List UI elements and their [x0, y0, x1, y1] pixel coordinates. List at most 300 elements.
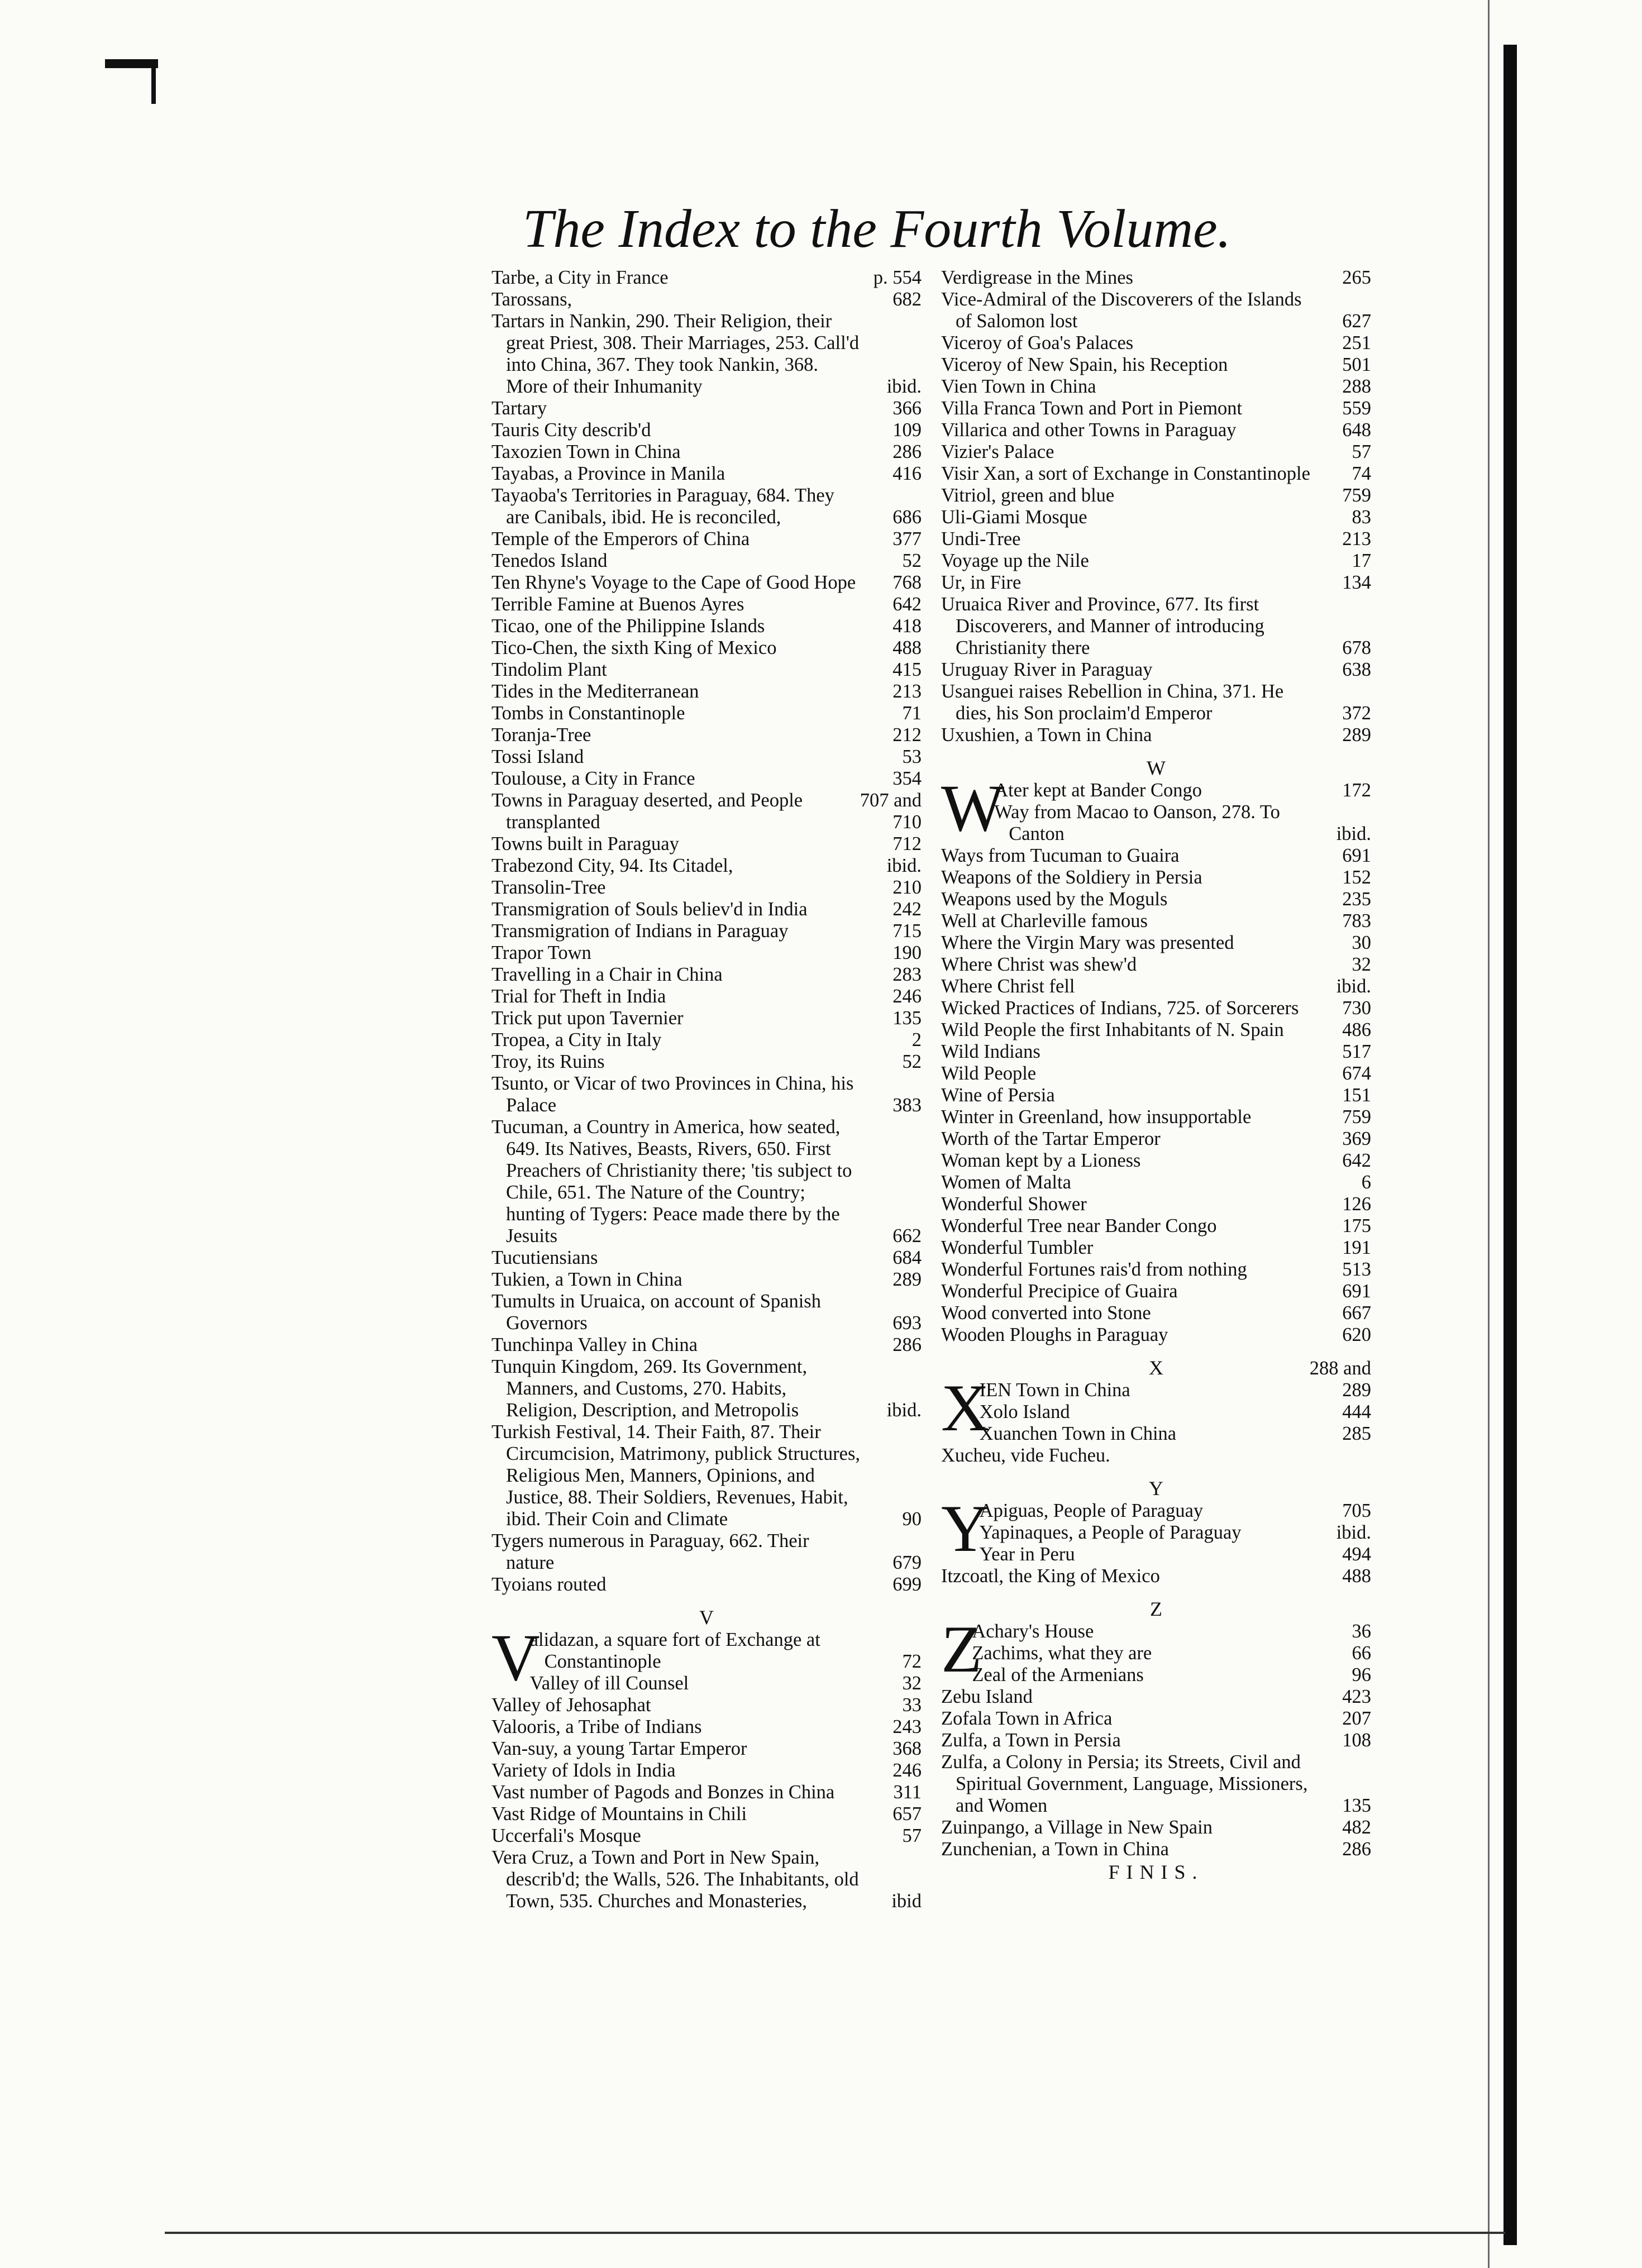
- index-entry-text: Trial for Theft in India: [491, 986, 666, 1007]
- index-entry: [941, 1642, 1371, 1664]
- index-entry: [941, 659, 1371, 681]
- index-entry: [491, 637, 922, 659]
- index-entry-text: Tombs in Constantinople: [491, 703, 685, 724]
- index-entry-page: ibid.: [886, 1400, 922, 1421]
- index-entry-text: Zulfa, a Town in Persia: [941, 1730, 1121, 1751]
- index-entry-page: 674: [1342, 1063, 1371, 1084]
- index-entry: [491, 1782, 922, 1803]
- index-entry: [941, 724, 1371, 746]
- index-entry-text: Uccerfali's Mosque: [491, 1825, 641, 1846]
- index-entry-page: 638: [1342, 659, 1371, 680]
- index-entry-text: Tayabas, a Province in Manila: [491, 463, 725, 484]
- index-entry-page: 235: [1342, 889, 1371, 910]
- index-entry-text: Vien Town in China: [941, 376, 1096, 397]
- index-entry-page: 488: [1342, 1565, 1371, 1587]
- index-entry-page: 190: [892, 942, 922, 963]
- index-entry: [491, 1825, 922, 1847]
- index-entry-text: Vitriol, green and blue: [941, 485, 1115, 506]
- index-entry: [491, 1051, 922, 1073]
- index-entry-text: Women of Malta: [941, 1172, 1071, 1193]
- index-entry-page: 283: [892, 964, 922, 985]
- index-entry-page: 243: [892, 1716, 922, 1737]
- index-entry-page: 135: [892, 1008, 922, 1029]
- index-entry-text: Tartary: [491, 398, 547, 419]
- drop-cap-letter: X: [941, 1371, 990, 1445]
- index-entry: [491, 1847, 922, 1912]
- index-entry-text: Tukien, a Town in China: [491, 1269, 682, 1290]
- index-entry-page: 72: [902, 1651, 922, 1672]
- index-entry-page: 57: [902, 1825, 922, 1846]
- index-entry-text: Zachims, what they are: [972, 1642, 1152, 1664]
- index-entry: [941, 932, 1371, 954]
- index-entry-text: Woman kept by a Lioness: [941, 1150, 1141, 1171]
- index-entry-text: Where the Virgin Mary was presented: [941, 932, 1234, 953]
- page-edge-line: [1488, 0, 1490, 2268]
- index-entry: [491, 441, 922, 463]
- index-entry-page: 693: [892, 1312, 922, 1334]
- index-entry: [941, 1106, 1371, 1128]
- index-entry-text: Tropea, a City in Italy: [491, 1029, 662, 1051]
- index-entry: [491, 920, 922, 942]
- index-entry-page: ibid.: [1336, 976, 1371, 997]
- index-entry: [941, 1817, 1371, 1839]
- index-entry-page: 759: [1342, 485, 1371, 506]
- index-entry-page: 679: [892, 1552, 922, 1573]
- index-entry: [491, 1247, 922, 1269]
- index-entry-page: 175: [1342, 1215, 1371, 1236]
- index-entry-text: Tyoians routed: [491, 1574, 607, 1595]
- index-entry: [491, 833, 922, 855]
- index-entry: [491, 746, 922, 768]
- index-entry-text: Ten Rhyne's Voyage to the Cape of Good Hope: [491, 572, 856, 593]
- index-entry: [941, 1128, 1371, 1150]
- index-entry-text: Uli-Giami Mosque: [941, 507, 1087, 528]
- index-entry-page: 36: [1352, 1621, 1371, 1642]
- index-entry: [941, 398, 1371, 419]
- index-entry-text: Wild People: [941, 1063, 1037, 1084]
- index-entry-text: Uruguay River in Paraguay: [941, 659, 1153, 680]
- index-entry: [941, 485, 1371, 507]
- index-entry: [491, 1673, 922, 1694]
- section-w: [941, 771, 1371, 1346]
- index-entry-text: Wild Indians: [941, 1041, 1040, 1062]
- index-entry-page: 6: [1361, 1172, 1371, 1193]
- index-entry: [941, 1237, 1371, 1259]
- index-entry-text: Trick put upon Tavernier: [491, 1008, 684, 1029]
- index-entry-page: 559: [1342, 398, 1371, 419]
- section-head-x: X: [1149, 1357, 1163, 1379]
- index-entry-text: Where Christ fell: [941, 976, 1075, 997]
- index-entry: [941, 267, 1371, 289]
- index-entry: [941, 1041, 1371, 1063]
- index-entry-text: Transmigration of Souls believ'd in India: [491, 899, 808, 920]
- index-entry-text: Trabezond City, 94. Its Citadel,: [491, 855, 733, 876]
- index-entry-page: 172: [1342, 780, 1371, 801]
- index-entry-page: 66: [1352, 1642, 1371, 1664]
- index-entry-text: Weapons of the Soldiery in Persia: [941, 867, 1202, 888]
- index-entry-text: Zunchenian, a Town in China: [941, 1839, 1169, 1860]
- index-entry-text: Usanguei raises Rebellion in China, 371. He dies, his Son proclaim'd Emperor: [941, 681, 1284, 724]
- index-entry-text: Tunchinpa Valley in China: [491, 1334, 698, 1355]
- index-entry-page: 152: [1342, 867, 1371, 888]
- index-entry: [491, 942, 922, 964]
- index-entry-page: 377: [892, 528, 922, 550]
- index-entry-page: 74: [1352, 463, 1371, 484]
- index-entry: [491, 1291, 922, 1334]
- index-entry-text: Van-suy, a young Tartar Emperor: [491, 1738, 747, 1759]
- index-entry-page: 678: [1342, 637, 1371, 658]
- index-entry-page: 71: [902, 703, 922, 724]
- drop-cap-letter: V: [491, 1620, 540, 1694]
- section-y: [941, 1491, 1371, 1587]
- index-entry-text: Wild People the first Inhabitants of N. Spain: [941, 1019, 1284, 1040]
- index-entry-text: Wood converted into Stone: [941, 1302, 1151, 1324]
- index-entry: [491, 1530, 922, 1574]
- index-entry-page: ibid: [891, 1890, 922, 1912]
- index-entry-text: Viceroy of New Spain, his Reception: [941, 354, 1228, 375]
- index-entry-page: 96: [1352, 1664, 1371, 1686]
- index-entry-page: 286: [1342, 1839, 1371, 1860]
- index-entry-text: Tindolim Plant: [491, 659, 607, 680]
- index-entry-text: Zulfa, a Colony in Persia; its Streets, Civil and Spiritual Government, Language, Missioners, and Women: [941, 1751, 1308, 1816]
- index-entry-page: 423: [1342, 1686, 1371, 1707]
- index-entry-text: Wonderful Shower: [941, 1193, 1087, 1215]
- index-entry: [941, 681, 1371, 724]
- page-corner-mark: [105, 59, 158, 68]
- index-entry-page: 699: [892, 1574, 922, 1595]
- left-column: [491, 267, 922, 1912]
- index-entry-page: 730: [1342, 997, 1371, 1019]
- index-entry-page: 265: [1342, 267, 1371, 288]
- index-entry-page: 768: [892, 572, 922, 593]
- index-entry: [941, 1445, 1371, 1467]
- index-entry: [941, 354, 1371, 376]
- index-entry: [941, 867, 1371, 889]
- index-entry: [941, 1172, 1371, 1193]
- index-entry-page: 707 and 710: [860, 790, 922, 833]
- section-x: [941, 1358, 1371, 1467]
- index-entry: [491, 1738, 922, 1760]
- index-entry: [491, 681, 922, 703]
- index-entry-text: Wonderful Precipice of Guaira: [941, 1281, 1178, 1302]
- index-entry-page: 691: [1342, 845, 1371, 866]
- index-entry-page: 488: [892, 637, 922, 658]
- index-entry: [491, 572, 922, 594]
- index-entry-text: Tucuman, a Country in America, how seated, 649. Its Natives, Beasts, Rivers, 650. First Preachers of Christianity there; 'tis subject to Chile, 651. The Nature of the Country; hunting of Tygers: Peace made there by the Jesuits: [491, 1116, 852, 1247]
- index-entry: [941, 845, 1371, 867]
- index-entry-page: 285: [1342, 1423, 1371, 1444]
- index-entry: [491, 419, 922, 441]
- index-entry-text: Tenedos Island: [491, 550, 608, 571]
- section-head-w: W: [1147, 757, 1166, 779]
- index-entry-page: 52: [902, 550, 922, 571]
- index-entry-page: 444: [1342, 1401, 1371, 1422]
- index-entry-text: Turkish Festival, 14. Their Faith, 87. Their Circumcision, Matrimony, publick Structures, Religious Men, Manners, Opinions, and Justice, 88. Their Soldiers, Revenues, Habit, ibid. Their Coin and Climate: [491, 1421, 861, 1530]
- index-entry-text: Vizier's Palace: [941, 441, 1054, 462]
- index-entry-page: 212: [892, 724, 922, 746]
- section-z: [941, 1612, 1371, 1860]
- index-entry-text: Travelling in a Chair in China: [491, 964, 723, 985]
- index-entry: [941, 1730, 1371, 1751]
- index-entry-text: Transolin-Tree: [491, 877, 606, 898]
- index-entry-page: 354: [892, 768, 922, 789]
- section-head-v: V: [699, 1606, 714, 1629]
- index-entry: [941, 1522, 1371, 1544]
- index-entry: [941, 1544, 1371, 1565]
- index-entry-page: 383: [892, 1095, 922, 1116]
- index-entry-page: 17: [1352, 550, 1371, 571]
- index-entry: [941, 997, 1371, 1019]
- index-entry: [491, 485, 922, 528]
- index-entry-text: Wooden Ploughs in Paraguay: [941, 1324, 1168, 1345]
- index-entry: [941, 1302, 1371, 1324]
- index-entry-page: 783: [1342, 910, 1371, 932]
- index-entry-text: Tides in the Mediterranean: [491, 681, 699, 702]
- index-entry: [941, 594, 1371, 659]
- index-entry-text: Voyage up the Nile: [941, 550, 1089, 571]
- index-entry-page: 251: [1342, 332, 1371, 354]
- index-entry: [941, 1401, 1371, 1423]
- index-entry-text: Tumults in Uruaica, on account of Spanish Governors: [491, 1291, 821, 1334]
- index-entry-page: 648: [1342, 419, 1371, 441]
- index-entry: [491, 1694, 922, 1716]
- index-entry-text: Xucheu, vide Fucheu.: [941, 1445, 1110, 1466]
- index-entry-text: Zuinpango, a Village in New Spain: [941, 1817, 1213, 1838]
- index-entry: [491, 1029, 922, 1051]
- index-entry-text: Wonderful Fortunes rais'd from nothing: [941, 1259, 1247, 1280]
- index-entry: [941, 780, 1371, 801]
- index-entry-text: Ater kept at Bander Congo: [994, 780, 1202, 801]
- index-entry-page: 57: [1352, 441, 1371, 462]
- index-entry-page: 242: [892, 899, 922, 920]
- index-entry: [491, 790, 922, 833]
- index-entry-page: 52: [902, 1051, 922, 1072]
- index-entry: [941, 1358, 1371, 1401]
- index-entry-page: 289: [1342, 724, 1371, 746]
- index-entry: [941, 1019, 1371, 1041]
- index-entry-page: ibid.: [1336, 823, 1371, 844]
- index-entry-page: 151: [1342, 1085, 1371, 1106]
- index-entry-text: Tunquin Kingdom, 269. Its Government, Manners, and Customs, 270. Habits, Religion, Description, and Metropolis: [491, 1356, 808, 1421]
- index-entry-page: 246: [892, 1760, 922, 1781]
- index-entry-text: Tarbe, a City in France: [491, 267, 669, 288]
- index-entry-text: Valooris, a Tribe of Indians: [491, 1716, 702, 1737]
- index-entry-text: Villarica and other Towns in Paraguay: [941, 419, 1237, 441]
- index-entry: [491, 267, 922, 289]
- index-entry: [491, 899, 922, 920]
- index-entry-text: Weapons used by the Moguls: [941, 889, 1168, 910]
- index-entry-text: Transmigration of Indians in Paraguay: [491, 920, 789, 942]
- index-entry-page: 517: [1342, 1041, 1371, 1062]
- index-entry-page: 482: [1342, 1817, 1371, 1838]
- index-entry-text: Year in Peru: [979, 1544, 1075, 1565]
- index-entry-page: 682: [892, 289, 922, 310]
- index-entry-page: 134: [1342, 572, 1371, 593]
- index-entry: [491, 311, 922, 398]
- index-entry: [491, 1356, 922, 1421]
- index-entry: [491, 964, 922, 986]
- index-entry-page: 686: [892, 507, 922, 528]
- index-entry-page: 627: [1342, 311, 1371, 332]
- index-entry-page: 662: [892, 1225, 922, 1247]
- index-entry: [491, 724, 922, 746]
- index-entry-text: Taxozien Town in China: [491, 441, 681, 462]
- index-entry: [941, 910, 1371, 932]
- index-entry-text: Vera Cruz, a Town and Port in New Spain, describ'd; the Walls, 526. The Inhabitants, old Town, 535. Churches and Monasteries,: [491, 1847, 859, 1912]
- index-entry-text: Tygers numerous in Paraguay, 662. Their nature: [491, 1530, 809, 1573]
- index-entry-text: Viceroy of Goa's Palaces: [941, 332, 1134, 354]
- index-entry-page: 486: [1342, 1019, 1371, 1040]
- index-entry-page: ibid.: [1336, 1522, 1371, 1543]
- index-entry-text: Tartars in Nankin, 290. Their Religion, their great Priest, 308. Their Marriages, 253. Call'd into China, 367. They took Nankin, 368. More of their Inhumanity: [491, 311, 860, 397]
- index-entry: [941, 889, 1371, 910]
- index-entry-text: IEN Town in China: [979, 1379, 1130, 1401]
- index-entry-text: Vice-Admiral of the Discoverers of the Islands of Salomon lost: [941, 289, 1302, 332]
- index-entry-page: 109: [892, 419, 922, 441]
- index-entry-text: Undi-Tree: [941, 528, 1021, 550]
- index-entry-page: 684: [892, 1247, 922, 1268]
- index-entry-page: 712: [892, 833, 922, 854]
- index-entry-text: Tauris City describ'd: [491, 419, 651, 441]
- index-entry-page: 513: [1342, 1259, 1371, 1280]
- index-entry-page: 705: [1342, 1500, 1371, 1521]
- drop-cap-letter: Y: [941, 1491, 990, 1565]
- index-entry-text: Yapinaques, a People of Paraguay: [979, 1522, 1242, 1543]
- index-entry: [941, 1215, 1371, 1237]
- index-entry-page: 30: [1352, 932, 1371, 953]
- index-entry-page: ibid.: [886, 376, 922, 397]
- index-entry: [941, 1281, 1371, 1302]
- index-entry-text: alidazan, a square fort of Exchange at Constantinople: [529, 1629, 820, 1672]
- index-entry-text: Tucutiensians: [491, 1247, 598, 1268]
- index-entry-text: Visir Xan, a sort of Exchange in Constantinople: [941, 463, 1310, 484]
- index-entry: [941, 550, 1371, 572]
- drop-cap-letter: W: [941, 771, 1005, 845]
- index-entry-page: 715: [892, 920, 922, 942]
- left-entries: [491, 267, 922, 1596]
- index-entry-text: Zeal of the Armenians: [972, 1664, 1144, 1686]
- index-entry-text: Wonderful Tumbler: [941, 1237, 1094, 1258]
- index-entry-text: Wonderful Tree near Bander Congo: [941, 1215, 1217, 1236]
- index-entry-text: Towns in Paraguay deserted, and People transplanted: [491, 790, 803, 833]
- finis-mark: FINIS.: [1108, 1861, 1204, 1883]
- index-entry-text: Valley of ill Counsel: [529, 1673, 689, 1694]
- index-entry-text: Ticao, one of the Philippine Islands: [491, 615, 765, 637]
- index-entry: [941, 376, 1371, 398]
- index-entry-page: 207: [1342, 1708, 1371, 1729]
- index-entry: [491, 877, 922, 899]
- index-entry-text: Trapor Town: [491, 942, 591, 963]
- index-entry: [491, 289, 922, 311]
- index-entry-text: Terrible Famine at Buenos Ayres: [491, 594, 744, 615]
- index-entry: [491, 1803, 922, 1825]
- index-entry-page: 759: [1342, 1106, 1371, 1128]
- index-entry-page: 90: [902, 1508, 922, 1530]
- index-entry: [491, 528, 922, 550]
- index-entry: [941, 1150, 1371, 1172]
- index-entry-text: Tarossans,: [491, 289, 572, 310]
- index-entry-page: 286: [892, 1334, 922, 1355]
- index-entry: [941, 441, 1371, 463]
- index-entry: [491, 1629, 922, 1673]
- binding-shadow: [1503, 45, 1517, 2245]
- index-entry: [491, 1760, 922, 1782]
- index-entry-page: 33: [902, 1694, 922, 1716]
- index-entry-page: 83: [1352, 507, 1371, 528]
- index-entry-text: Itzcoatl, the King of Mexico: [941, 1565, 1160, 1587]
- index-entry-page: 311: [893, 1782, 922, 1803]
- index-entry: [941, 1500, 1371, 1522]
- index-entry: [941, 801, 1371, 845]
- index-entry: [941, 1708, 1371, 1730]
- index-entry-page: 494: [1342, 1544, 1371, 1565]
- index-entry: [491, 463, 922, 485]
- index-entry-page: 53: [902, 746, 922, 767]
- index-entry: [941, 1839, 1371, 1860]
- index-entry-page: 657: [892, 1803, 922, 1825]
- index-entry-text: Ur, in Fire: [941, 572, 1022, 593]
- index-entry: [941, 1686, 1371, 1708]
- index-entry-text: Zebu Island: [941, 1686, 1033, 1707]
- index-entry-text: Xuanchen Town in China: [979, 1423, 1177, 1444]
- index-entry: [941, 1324, 1371, 1346]
- index-entry-page: 213: [892, 681, 922, 702]
- index-entry-page: 620: [1342, 1324, 1371, 1345]
- index-entry-page: 691: [1342, 1281, 1371, 1302]
- index-entry-page: 191: [1342, 1237, 1371, 1258]
- index-entry-page: 32: [902, 1673, 922, 1694]
- index-entry-page: 642: [892, 594, 922, 615]
- index-entry-page: 246: [892, 986, 922, 1007]
- index-entry-text: Troy, its Ruins: [491, 1051, 605, 1072]
- index-entry-text: Worth of the Tartar Emperor: [941, 1128, 1161, 1149]
- index-entry: [941, 1621, 1371, 1642]
- index-entry: [491, 1716, 922, 1738]
- index-entry-page: 286: [892, 441, 922, 462]
- index-entry-page: 135: [1342, 1795, 1371, 1816]
- index-entry-page: 126: [1342, 1193, 1371, 1215]
- index-entry-page: 366: [892, 398, 922, 419]
- index-entry-text: Tsunto, or Vicar of two Provinces in China, his Palace: [491, 1073, 854, 1116]
- index-entry-page: 210: [892, 877, 922, 898]
- index-entry-text: Tico-Chen, the sixth King of Mexico: [491, 637, 777, 658]
- index-entry: [941, 1423, 1371, 1445]
- index-entry: [491, 1421, 922, 1530]
- index-entry-text: Xolo Island: [979, 1401, 1070, 1422]
- index-entry: [491, 855, 922, 877]
- index-entry: [491, 550, 922, 572]
- index-entry-text: Apiguas, People of Paraguay: [979, 1500, 1204, 1521]
- index-entry-text: Wicked Practices of Indians, 725. of Sorcerers: [941, 997, 1299, 1019]
- index-entry-text: Way from Macao to Oanson, 278. To Canton: [994, 801, 1280, 844]
- section-v: [491, 1620, 922, 1912]
- index-entry: [491, 1269, 922, 1291]
- index-entry: [491, 659, 922, 681]
- index-entry: [941, 507, 1371, 528]
- index-entry-text: Villa Franca Town and Port in Piemont: [941, 398, 1243, 419]
- index-entry-text: Achary's House: [972, 1621, 1094, 1642]
- index-entry: [941, 1193, 1371, 1215]
- index-entry-text: Toulouse, a City in France: [491, 768, 695, 789]
- index-entry-text: Vast Ridge of Mountains in Chili: [491, 1803, 747, 1825]
- index-entry: [941, 1664, 1371, 1686]
- index-entry: [941, 1565, 1371, 1587]
- index-entry: [941, 528, 1371, 550]
- index-entry: [941, 463, 1371, 485]
- index-entry-text: Where Christ was shew'd: [941, 954, 1137, 975]
- index-entry-text: Tossi Island: [491, 746, 584, 767]
- index-entry: [491, 594, 922, 615]
